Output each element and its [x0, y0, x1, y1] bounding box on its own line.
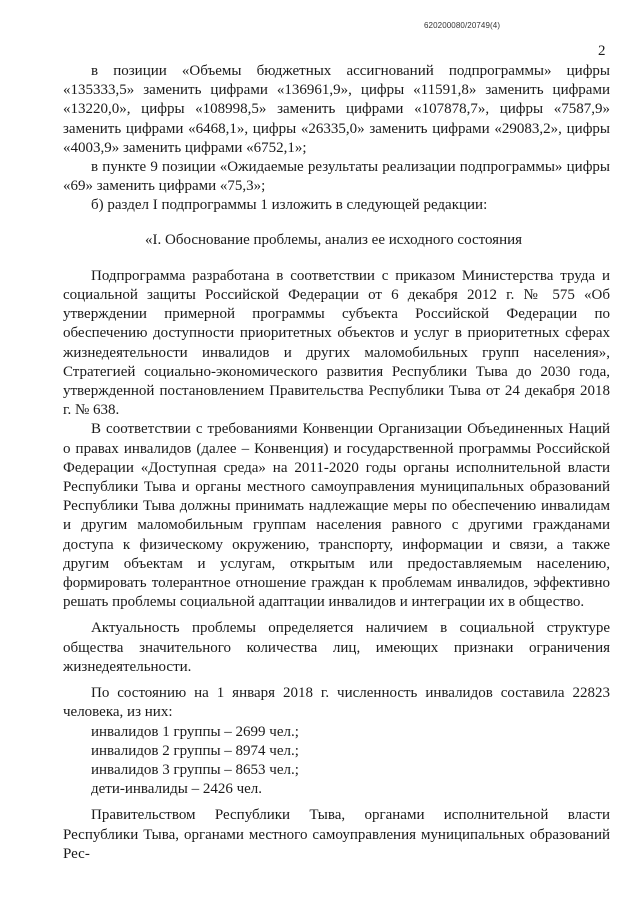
list-item-group-1: инвалидов 1 группы – 2699 чел.; [91, 723, 299, 740]
list-item-group-2: инвалидов 2 группы – 8974 чел.; [91, 742, 299, 759]
document-id: 620200080/20749(4) [424, 21, 501, 30]
list-item-children: дети-инвалиды – 2426 чел. [91, 781, 263, 798]
paragraph-relevance: Актуальность проблемы определяется наличием в социальной структуре общества значительного количества лиц, имеющих признаки ограничения жизнедеятельности. [63, 620, 610, 675]
document-body [63, 62, 610, 864]
amendment-section-intro: б) раздел I подпрограммы 1 изложить в следующей редакции: [91, 197, 488, 214]
section-heading: «I. Обоснование проблемы, анализ ее исходного состояния [145, 231, 523, 248]
paragraph-statistics: По состоянию на 1 января 2018 г. численность инвалидов составила 22823 человека, из них: [63, 685, 610, 721]
paragraph-convention: В соответствии с требованиями Конвенции Организации Объединенных Наций о правах инвалидов (далее – Конвенция) и государственной программы Российской Федерации «Доступная среда» на 2011-2020 годы органы исполнительной власти Республики Тыва и органы местного самоуправления муниципальных образований Республики Тыва должны принимать надлежащие меры по обеспечению инвалидам и другим маломобильным группам населения равного с другими гражданами доступа к физическому окружению, транспорту, информации и связи, а также другим объектам и услугам, открытым или предоставляемым населению, формировать толерантное отношение граждан к проблемам инвалидов, эффективно решать проблемы социальной адаптации инвалидов и интеграции их в общество. [63, 421, 610, 611]
list-item-group-3: инвалидов 3 группы – 8653 чел.; [91, 761, 299, 778]
amendment-results: в пункте 9 позиции «Ожидаемые результаты реализации подпрограммы» цифры «69» заменить цифрами «75,3»; [63, 159, 610, 195]
paragraph-government: Правительством Республики Тыва, органами исполнительной власти Республики Тыва, органами местного самоуправления муниципальных образований Рес- [63, 807, 610, 862]
amendment-budget: в позиции «Объемы бюджетных ассигнований подпрограммы» цифры «135333,5» заменить цифрами «136961,9», цифры «11591,8» заменить цифрами «13220,0», цифры «108998,5» заменить цифрами «107878,7», цифры «7587,9» заменить цифрами «6468,1», цифры «26335,0» заменить цифрами «29083,2», цифры «4003,9» заменить цифрами «6752,1»; [63, 63, 610, 156]
paragraph-basis: Подпрограмма разработана в соответствии с приказом Министерства труда и социальной защиты Российской Федерации от 6 декабря 2012 г. № 575 «Об утверждении примерной программы субъекта Российской Федерации по обеспечению доступности приоритетных объектов и услуг в приоритетных сферах жизнедеятельности инвалидов и других маломобильных групп населения», Стратегией социально-экономического развития Республики Тыва до 2030 года, утвержденной постановлением Правительства Республики Тыва от 24 декабря 2018 г. № 638. [63, 267, 610, 419]
page-number: 2 [598, 43, 606, 59]
